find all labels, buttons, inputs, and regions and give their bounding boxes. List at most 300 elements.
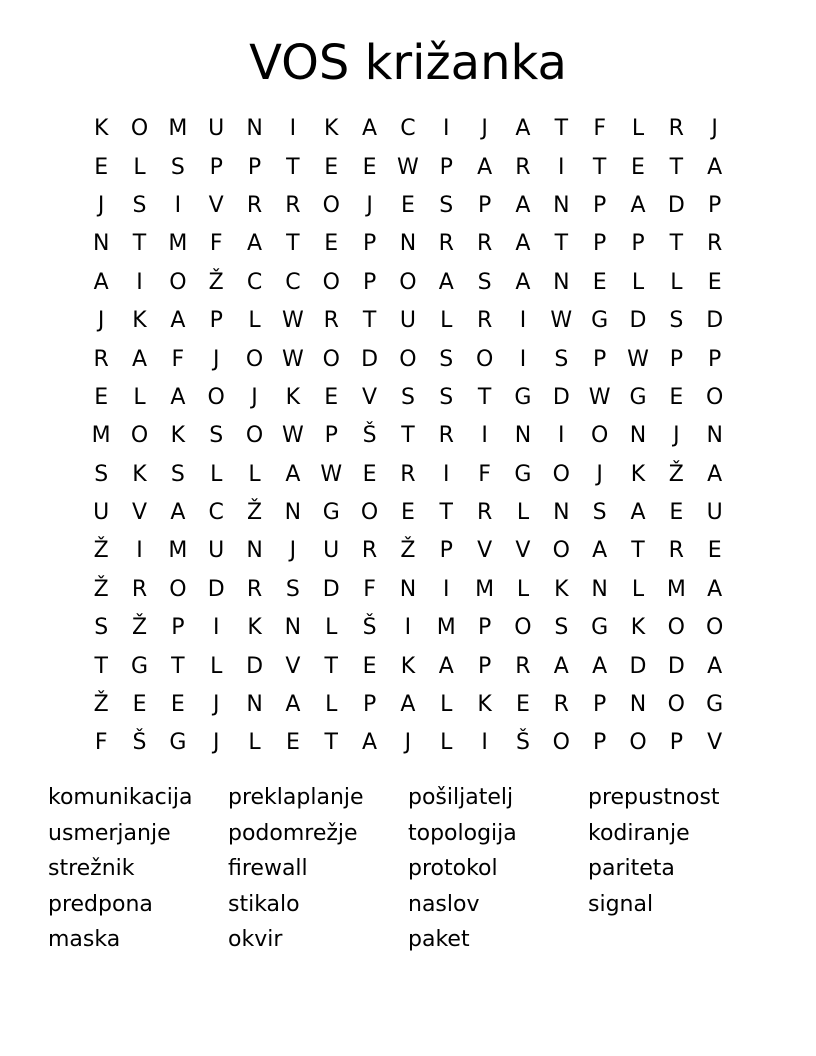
- grid-letter: M: [666, 576, 686, 602]
- grid-letter: N: [553, 269, 570, 295]
- word-list-item: predpona: [48, 891, 153, 917]
- grid-letter: G: [591, 308, 609, 334]
- grid-letter: M: [168, 538, 188, 564]
- grid-letter: S: [285, 576, 300, 602]
- grid-letter: W: [627, 346, 649, 372]
- grid-letter: L: [440, 730, 453, 756]
- grid-letter: E: [324, 231, 339, 257]
- grid-letter: F: [593, 116, 606, 142]
- grid-letter: T: [592, 154, 607, 180]
- grid-letter: V: [477, 538, 493, 564]
- word-list-item: podomrežje: [228, 820, 358, 846]
- grid-letter: O: [245, 423, 264, 449]
- grid-letter: R: [285, 192, 301, 218]
- grid-letter: R: [323, 308, 339, 334]
- word-list: [48, 780, 768, 958]
- grid-letter: P: [477, 653, 492, 679]
- grid-letter: A: [362, 730, 378, 756]
- word-list-item: kodiranje: [588, 820, 690, 846]
- grid-letter: J: [212, 346, 220, 372]
- grid-letter: A: [438, 653, 454, 679]
- grid-letter: K: [477, 692, 492, 718]
- grid-letter: J: [596, 461, 603, 487]
- grid-row: [82, 417, 734, 455]
- grid-letter: J: [212, 692, 220, 718]
- grid-letter: P: [708, 346, 722, 372]
- grid-letter: T: [669, 154, 684, 180]
- grid-letter: S: [209, 423, 224, 449]
- grid-letter: R: [93, 346, 109, 372]
- word-list-item: maska: [48, 927, 121, 952]
- grid-letter: N: [246, 116, 263, 142]
- grid-letter: R: [476, 231, 493, 257]
- grid-letter: D: [706, 308, 724, 334]
- grid-letter: Ž: [208, 269, 224, 295]
- grid-letter: I: [212, 615, 220, 641]
- grid-letter: I: [519, 308, 527, 334]
- grid-letter: O: [322, 346, 340, 372]
- grid-letter: P: [209, 154, 223, 180]
- grid-letter: P: [593, 231, 607, 257]
- grid-letter: A: [630, 192, 646, 218]
- grid-letter: T: [286, 154, 300, 180]
- grid-letter: L: [248, 461, 261, 487]
- grid-letter: A: [285, 461, 301, 487]
- grid-letter: N: [706, 423, 723, 449]
- grid-letter: V: [285, 653, 301, 679]
- grid-letter: W: [282, 308, 304, 334]
- grid-letter: G: [706, 692, 724, 718]
- word-list-item: protokol: [408, 856, 498, 881]
- grid-letter: R: [246, 576, 263, 602]
- grid-letter: K: [324, 116, 339, 142]
- grid-letter: E: [362, 154, 377, 180]
- grid-letter: A: [362, 116, 378, 142]
- grid-letter: A: [247, 231, 263, 257]
- grid-letter: K: [93, 116, 109, 142]
- grid-letter: R: [553, 692, 569, 718]
- grid-letter: K: [132, 308, 147, 334]
- grid-letter: V: [131, 500, 148, 526]
- grid-letter: O: [130, 116, 149, 142]
- grid-letter: D: [207, 576, 225, 602]
- grid-row: [82, 724, 734, 762]
- grid-row: [82, 532, 734, 570]
- grid-letter: W: [397, 154, 419, 180]
- grid-letter: S: [669, 308, 684, 334]
- grid-letter: F: [94, 730, 108, 756]
- grid-letter: T: [362, 308, 377, 334]
- grid-letter: L: [631, 116, 645, 142]
- grid-letter: S: [439, 346, 454, 372]
- grid-letter: T: [401, 423, 415, 449]
- grid-letter: A: [553, 653, 569, 679]
- grid-letter: O: [169, 269, 187, 295]
- grid-letter: P: [631, 231, 645, 257]
- grid-letter: N: [246, 538, 263, 564]
- grid-letter: T: [439, 500, 453, 526]
- grid-letter: Ž: [247, 500, 263, 526]
- grid-letter: V: [208, 192, 224, 218]
- grid-letter: S: [592, 500, 607, 526]
- grid-letter: J: [673, 423, 680, 449]
- grid-letter: J: [251, 384, 258, 410]
- grid-letter: U: [323, 538, 340, 564]
- grid-letter: A: [630, 500, 646, 526]
- grid-letter: W: [282, 346, 304, 372]
- grid-letter: Ž: [400, 538, 416, 564]
- grid-letter: G: [514, 384, 532, 410]
- grid-letter: T: [324, 653, 338, 679]
- grid-letter: L: [631, 576, 645, 602]
- grid-letter: I: [404, 615, 412, 641]
- grid-letter: Š: [362, 423, 377, 449]
- grid-letter: U: [208, 538, 225, 564]
- word-list-item: paket: [408, 927, 470, 952]
- grid-letter: S: [439, 384, 454, 410]
- grid-letter: I: [443, 576, 450, 602]
- word-list-column: [228, 780, 408, 958]
- grid-letter: O: [590, 423, 609, 449]
- grid-letter: O: [322, 192, 340, 218]
- grid-letter: J: [97, 192, 105, 218]
- grid-letter: P: [247, 154, 262, 180]
- grid-letter: T: [631, 538, 645, 564]
- grid-letter: O: [130, 423, 149, 449]
- grid-letter: O: [514, 615, 532, 641]
- grid-letter: M: [168, 231, 188, 257]
- grid-letter: N: [514, 423, 532, 449]
- grid-letter: I: [289, 116, 297, 142]
- grid-letter: C: [400, 116, 416, 142]
- grid-letter: A: [131, 346, 148, 372]
- grid-letter: I: [481, 423, 488, 449]
- grid-letter: L: [133, 154, 146, 180]
- grid-letter: N: [399, 576, 417, 602]
- grid-row: [82, 609, 734, 647]
- grid-letter: L: [325, 692, 338, 718]
- grid-letter: L: [133, 384, 146, 410]
- grid-letter: E: [324, 384, 339, 410]
- grid-letter: N: [629, 692, 647, 718]
- grid-letter: K: [630, 461, 646, 487]
- grid-letter: P: [209, 308, 223, 334]
- grid-letter: D: [667, 192, 685, 218]
- grid-letter: O: [475, 346, 494, 372]
- grid-row: [82, 686, 734, 724]
- grid-letter: S: [132, 192, 147, 218]
- grid-letter: P: [593, 192, 607, 218]
- grid-letter: S: [94, 615, 109, 641]
- grid-letter: A: [170, 384, 186, 410]
- grid-letter: I: [443, 461, 450, 487]
- grid-letter: A: [400, 692, 416, 718]
- grid-letter: G: [591, 615, 609, 641]
- grid-letter: E: [669, 500, 684, 526]
- grid-row: [82, 225, 734, 263]
- grid-letter: R: [476, 500, 493, 526]
- word-list-item: preklaplanje: [228, 785, 364, 810]
- grid-letter: N: [629, 423, 647, 449]
- grid-letter: I: [136, 269, 143, 295]
- grid-letter: C: [208, 500, 224, 526]
- grid-letter: P: [439, 154, 453, 180]
- grid-letter: R: [400, 461, 416, 487]
- word-list-item: pariteta: [588, 856, 675, 881]
- grid-row: [82, 110, 734, 148]
- grid-letter: O: [399, 269, 417, 295]
- grid-letter: O: [552, 730, 570, 756]
- grid-letter: E: [400, 192, 415, 218]
- grid-letter: O: [322, 269, 340, 295]
- grid-letter: O: [552, 461, 570, 487]
- grid-letter: J: [711, 116, 718, 142]
- grid-letter: N: [246, 692, 263, 718]
- word-list-item: firewall: [228, 856, 308, 881]
- grid-letter: S: [477, 269, 492, 295]
- grid-letter: V: [707, 730, 723, 756]
- grid-letter: I: [481, 730, 488, 756]
- grid-letter: P: [362, 692, 377, 718]
- grid-letter: O: [245, 346, 264, 372]
- grid-letter: K: [247, 615, 262, 641]
- grid-letter: E: [669, 384, 684, 410]
- grid-letter: M: [436, 615, 456, 641]
- grid-letter: N: [92, 231, 110, 257]
- grid-letter: E: [592, 269, 607, 295]
- grid-row: [82, 647, 734, 685]
- grid-letter: R: [515, 154, 531, 180]
- grid-letter: L: [631, 269, 645, 295]
- grid-letter: O: [552, 538, 570, 564]
- grid-letter: P: [477, 615, 492, 641]
- grid-row: [82, 148, 734, 186]
- grid-letter: I: [443, 116, 450, 142]
- grid-row: [82, 494, 734, 532]
- grid-letter: S: [554, 346, 569, 372]
- grid-letter: I: [558, 154, 565, 180]
- grid-letter: D: [629, 308, 647, 334]
- grid-letter: S: [439, 192, 454, 218]
- grid-letter: A: [592, 538, 608, 564]
- grid-letter: O: [706, 384, 724, 410]
- grid-letter: C: [285, 269, 301, 295]
- grid-letter: E: [362, 653, 377, 679]
- word-list-item: pošiljatelj: [408, 785, 514, 810]
- grid-letter: F: [363, 576, 376, 602]
- grid-letter: R: [707, 231, 723, 257]
- grid-letter: T: [132, 231, 147, 257]
- grid-letter: L: [325, 615, 338, 641]
- grid-letter: J: [404, 730, 412, 756]
- word-list-item: strežnik: [48, 856, 135, 881]
- grid-letter: F: [478, 461, 491, 487]
- grid-letter: P: [477, 192, 492, 218]
- grid-letter: U: [399, 308, 416, 334]
- grid-row: [82, 340, 734, 378]
- grid-letter: Ž: [93, 576, 109, 602]
- grid-letter: D: [322, 576, 340, 602]
- grid-letter: W: [282, 423, 304, 449]
- word-list-item: signal: [588, 891, 654, 917]
- word-list-column: [588, 780, 768, 958]
- grid-letter: T: [554, 231, 569, 257]
- grid-letter: E: [631, 154, 645, 180]
- grid-letter: A: [515, 116, 531, 142]
- grid-letter: P: [593, 692, 607, 718]
- grid-row: [82, 264, 734, 302]
- grid-letter: N: [284, 615, 302, 641]
- grid-letter: Š: [515, 730, 530, 756]
- grid-letter: Ž: [93, 692, 109, 718]
- word-list-item: topologija: [408, 820, 517, 846]
- grid-letter: D: [552, 384, 570, 410]
- word-list-item: naslov: [408, 891, 480, 917]
- grid-letter: R: [438, 423, 454, 449]
- grid-letter: W: [320, 461, 343, 487]
- grid-letter: G: [130, 653, 149, 679]
- grid-letter: U: [706, 500, 723, 526]
- grid-letter: R: [515, 653, 531, 679]
- grid-letter: O: [207, 384, 225, 410]
- grid-letter: R: [361, 538, 378, 564]
- grid-letter: S: [400, 384, 415, 410]
- grid-letter: N: [284, 500, 302, 526]
- grid-letter: L: [516, 576, 530, 602]
- grid-letter: T: [171, 653, 185, 679]
- grid-letter: Š: [132, 730, 147, 756]
- grid-letter: L: [210, 461, 223, 487]
- grid-letter: L: [670, 269, 683, 295]
- grid-letter: S: [170, 154, 185, 180]
- grid-letter: P: [708, 192, 722, 218]
- grid-letter: D: [667, 653, 685, 679]
- grid-letter: R: [668, 116, 684, 142]
- grid-letter: E: [400, 500, 415, 526]
- grid-letter: F: [209, 231, 223, 257]
- word-list-item: usmerjanje: [48, 820, 171, 846]
- grid-letter: A: [93, 269, 109, 295]
- grid-letter: A: [592, 653, 608, 679]
- grid-letter: L: [516, 500, 530, 526]
- grid-letter: P: [669, 730, 683, 756]
- grid-letter: E: [285, 730, 300, 756]
- grid-letter: J: [212, 730, 220, 756]
- grid-letter: D: [246, 653, 264, 679]
- grid-row: [82, 187, 734, 225]
- grid-letter: L: [440, 308, 453, 334]
- grid-letter: W: [550, 308, 573, 334]
- grid-letter: J: [289, 538, 297, 564]
- grid-letter: M: [475, 576, 495, 602]
- grid-letter: E: [707, 269, 722, 295]
- grid-letter: O: [629, 730, 647, 756]
- grid-letter: O: [667, 692, 685, 718]
- grid-letter: A: [515, 192, 531, 218]
- grid-letter: T: [286, 231, 300, 257]
- grid-letter: O: [360, 500, 379, 526]
- grid-letter: N: [553, 192, 570, 218]
- grid-row: [82, 571, 734, 609]
- grid-letter: P: [324, 423, 338, 449]
- grid-letter: E: [132, 692, 147, 718]
- grid-row: [82, 456, 734, 494]
- grid-letter: A: [477, 154, 493, 180]
- grid-letter: R: [131, 576, 148, 602]
- grid-letter: G: [169, 730, 187, 756]
- grid-letter: I: [558, 423, 565, 449]
- grid-letter: K: [630, 615, 646, 641]
- grid-letter: P: [362, 231, 377, 257]
- grid-letter: O: [667, 615, 685, 641]
- grid-letter: E: [707, 538, 722, 564]
- grid-letter: K: [400, 653, 416, 679]
- grid-letter: I: [136, 538, 143, 564]
- grid-letter: S: [94, 461, 109, 487]
- grid-letter: Ž: [93, 538, 109, 564]
- grid-letter: U: [208, 116, 225, 142]
- grid-row: [82, 302, 734, 340]
- grid-letter: A: [515, 269, 531, 295]
- grid-letter: K: [132, 461, 147, 487]
- grid-letter: E: [94, 154, 109, 180]
- grid-letter: E: [94, 384, 109, 410]
- grid-letter: T: [324, 730, 338, 756]
- grid-letter: R: [246, 192, 263, 218]
- grid-letter: F: [171, 346, 185, 372]
- grid-letter: K: [554, 576, 569, 602]
- word-list-column: [48, 780, 228, 958]
- grid-letter: Ž: [131, 615, 148, 641]
- grid-letter: A: [707, 154, 723, 180]
- grid-letter: R: [668, 538, 684, 564]
- grid-letter: D: [361, 346, 379, 372]
- grid-letter: A: [707, 461, 723, 487]
- grid-letter: J: [481, 116, 488, 142]
- grid-letter: N: [399, 231, 417, 257]
- grid-letter: T: [94, 653, 108, 679]
- grid-letter: L: [248, 730, 261, 756]
- grid-letter: Ž: [668, 461, 684, 487]
- grid-letter: A: [438, 269, 454, 295]
- grid-letter: P: [439, 538, 453, 564]
- grid-row: [82, 379, 734, 417]
- grid-letter: E: [324, 154, 339, 180]
- word-list-item: okvir: [228, 927, 283, 952]
- word-list-item: komunikacija: [48, 785, 193, 810]
- grid-letter: L: [440, 692, 453, 718]
- grid-letter: S: [170, 461, 185, 487]
- grid-letter: T: [554, 116, 569, 142]
- grid-letter: P: [593, 346, 607, 372]
- grid-letter: W: [588, 384, 611, 410]
- grid-letter: G: [322, 500, 340, 526]
- grid-letter: R: [438, 231, 454, 257]
- grid-letter: A: [285, 692, 301, 718]
- page-title: VOS križanka: [249, 35, 567, 91]
- word-list-item: prepustnost: [588, 785, 720, 810]
- grid-letter: M: [91, 423, 111, 449]
- grid-letter: T: [669, 231, 684, 257]
- grid-letter: T: [477, 384, 492, 410]
- grid-letter: C: [246, 269, 263, 295]
- grid-letter: A: [707, 576, 723, 602]
- grid-letter: A: [170, 308, 186, 334]
- grid-letter: E: [362, 461, 377, 487]
- grid-letter: G: [514, 461, 532, 487]
- grid-letter: U: [93, 500, 110, 526]
- word-list-column: [408, 780, 588, 958]
